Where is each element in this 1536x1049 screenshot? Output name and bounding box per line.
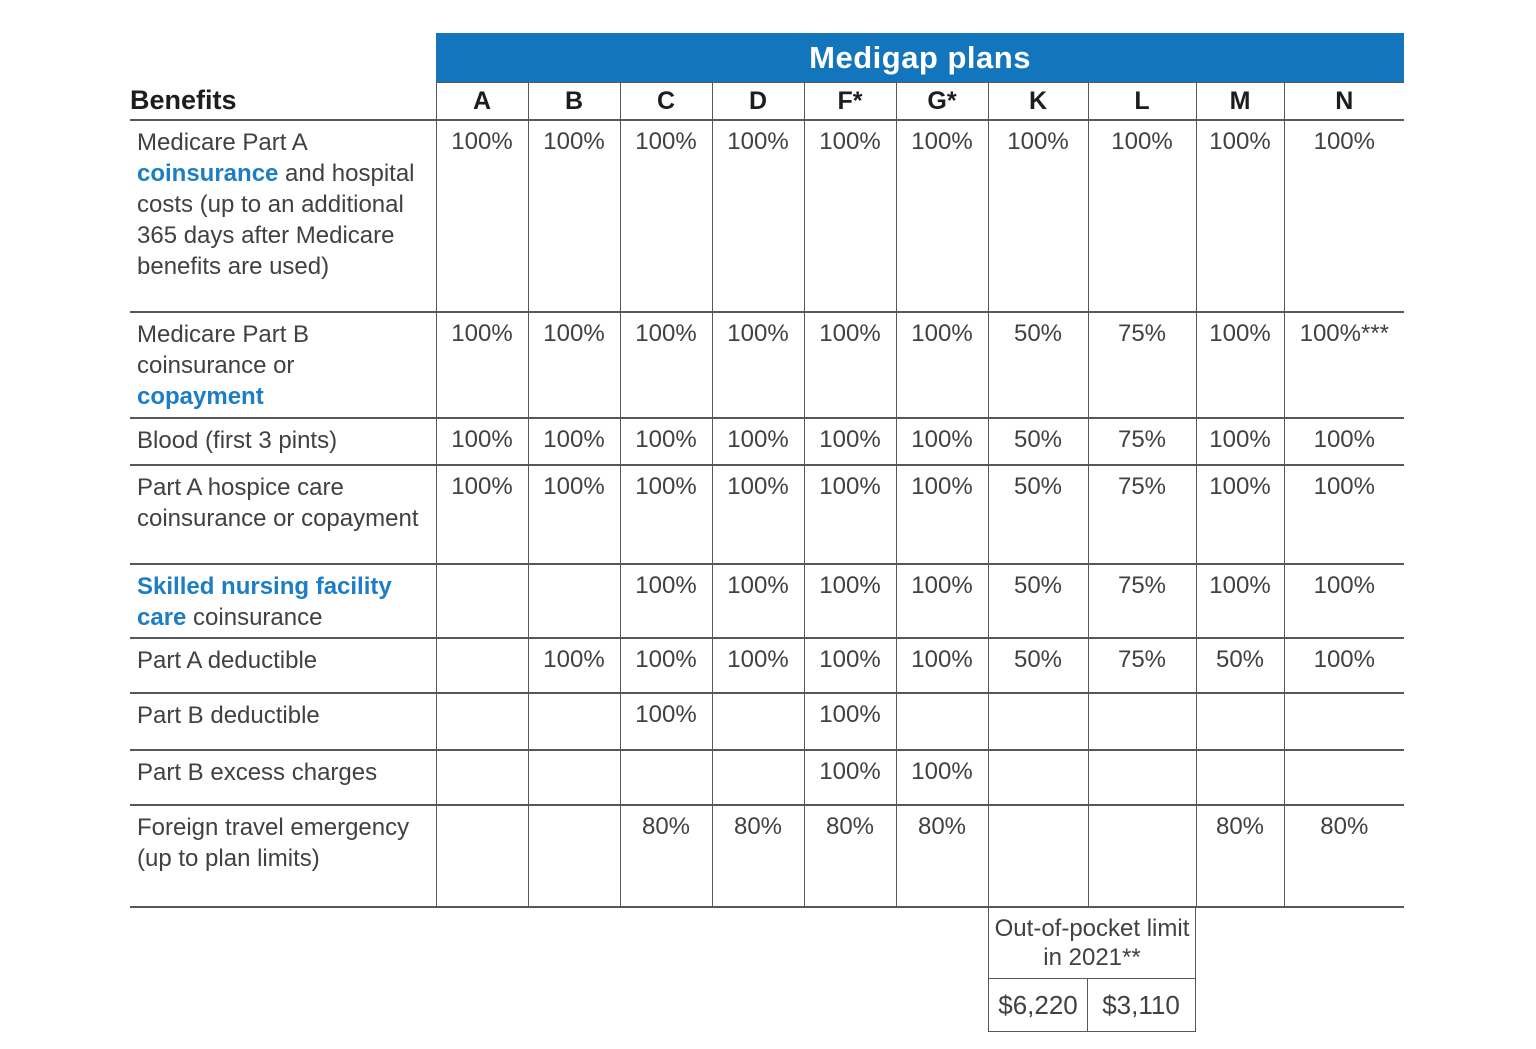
value-cell-l: 75% — [1088, 564, 1196, 638]
column-header-n: N — [1284, 83, 1404, 121]
column-header-k: K — [988, 83, 1088, 121]
value-cell-k: 50% — [988, 465, 1088, 564]
value-cell-f: 100% — [804, 638, 896, 693]
value-cell-d: 100% — [712, 638, 804, 693]
out-of-pocket-box — [988, 908, 1196, 1032]
label-text: Medicare Part B coinsurance or — [137, 321, 310, 379]
value-cell-k: 100% — [988, 120, 1088, 312]
benefit-row-2 — [130, 312, 1404, 418]
value-cell-n: 100% — [1284, 638, 1404, 693]
medigap-table — [130, 33, 1404, 908]
value-cell-m: 100% — [1196, 465, 1284, 564]
column-header-d: D — [712, 83, 804, 121]
value-cell-a — [436, 693, 528, 750]
value-cell-d: 100% — [712, 564, 804, 638]
label-text: Part A hospice care coinsurance or copayment — [137, 474, 419, 532]
value-cell-n — [1284, 750, 1404, 805]
value-cell-g: 100% — [896, 638, 988, 693]
column-header-g: G* — [896, 83, 988, 121]
benefit-row-8 — [130, 750, 1404, 805]
column-header-m: M — [1196, 83, 1284, 121]
value-cell-b — [528, 750, 620, 805]
value-cell-g — [896, 693, 988, 750]
value-cell-d: 100% — [712, 465, 804, 564]
value-cell-n: 100% — [1284, 120, 1404, 312]
value-cell-k — [988, 693, 1088, 750]
value-cell-b: 100% — [528, 312, 620, 418]
label-text: Part B deductible — [137, 702, 320, 729]
value-cell-c: 100% — [620, 120, 712, 312]
out-of-pocket-limit-plan-k: $6,220 — [989, 979, 1088, 1031]
value-cell-f: 100% — [804, 693, 896, 750]
benefit-label — [130, 805, 436, 907]
value-cell-l: 75% — [1088, 638, 1196, 693]
value-cell-l: 75% — [1088, 465, 1196, 564]
value-cell-l: 75% — [1088, 418, 1196, 465]
benefit-row-1 — [130, 120, 1404, 312]
value-cell-m: 100% — [1196, 418, 1284, 465]
value-cell-l: 100% — [1088, 120, 1196, 312]
value-cell-n: 100% — [1284, 564, 1404, 638]
value-cell-b — [528, 564, 620, 638]
column-header-a: A — [436, 83, 528, 121]
benefit-label — [130, 750, 436, 805]
value-cell-g: 100% — [896, 465, 988, 564]
table-body — [130, 120, 1404, 907]
value-cell-d: 100% — [712, 418, 804, 465]
column-header-l: L — [1088, 83, 1196, 121]
value-cell-g: 80% — [896, 805, 988, 907]
label-text: Foreign travel emergency (up to plan limits) — [137, 814, 410, 872]
value-cell-n: 80% — [1284, 805, 1404, 907]
value-cell-m: 100% — [1196, 312, 1284, 418]
value-cell-f: 100% — [804, 312, 896, 418]
benefit-label — [130, 312, 436, 418]
value-cell-a — [436, 638, 528, 693]
value-cell-n: 100%*** — [1284, 312, 1404, 418]
value-cell-c: 100% — [620, 638, 712, 693]
value-cell-d: 100% — [712, 120, 804, 312]
value-cell-f: 100% — [804, 750, 896, 805]
benefit-row-3 — [130, 418, 1404, 465]
value-cell-n: 100% — [1284, 465, 1404, 564]
value-cell-d — [712, 750, 804, 805]
coinsurance-link[interactable]: coinsurance — [137, 160, 279, 187]
value-cell-a: 100% — [436, 418, 528, 465]
value-cell-b: 100% — [528, 465, 620, 564]
benefit-row-5 — [130, 564, 1404, 638]
label-text: coinsurance — [186, 604, 323, 631]
value-cell-n: 100% — [1284, 418, 1404, 465]
value-cell-c: 100% — [620, 312, 712, 418]
value-cell-c: 100% — [620, 564, 712, 638]
value-cell-k: 50% — [988, 638, 1088, 693]
value-cell-k: 50% — [988, 312, 1088, 418]
benefit-row-7 — [130, 693, 1404, 750]
value-cell-m: 100% — [1196, 120, 1284, 312]
benefit-label — [130, 564, 436, 638]
medigap-plans-chart — [130, 33, 1404, 1032]
benefit-row-9 — [130, 805, 1404, 907]
value-cell-a — [436, 805, 528, 907]
value-cell-n — [1284, 693, 1404, 750]
value-cell-b: 100% — [528, 638, 620, 693]
value-cell-b: 100% — [528, 120, 620, 312]
label-text: Medicare Part A — [137, 129, 307, 156]
value-cell-m — [1196, 750, 1284, 805]
header-spacer — [130, 33, 436, 83]
value-cell-c — [620, 750, 712, 805]
value-cell-c: 100% — [620, 418, 712, 465]
benefit-label — [130, 638, 436, 693]
value-cell-f: 100% — [804, 465, 896, 564]
skilled-nursing-facility-care-link[interactable]: Skilled nursing facility care — [137, 573, 392, 631]
value-cell-b: 100% — [528, 418, 620, 465]
column-header-b: B — [528, 83, 620, 121]
value-cell-m — [1196, 693, 1284, 750]
value-cell-c: 80% — [620, 805, 712, 907]
banner-row — [130, 33, 1404, 83]
benefit-row-6 — [130, 638, 1404, 693]
value-cell-l — [1088, 693, 1196, 750]
value-cell-g: 100% — [896, 312, 988, 418]
value-cell-d — [712, 693, 804, 750]
value-cell-f: 100% — [804, 564, 896, 638]
value-cell-a — [436, 750, 528, 805]
value-cell-d: 80% — [712, 805, 804, 907]
value-cell-k — [988, 805, 1088, 907]
benefit-row-4 — [130, 465, 1404, 564]
benefit-label — [130, 120, 436, 312]
out-of-pocket-limit-plan-l: $3,110 — [1102, 989, 1180, 1020]
value-cell-g: 100% — [896, 750, 988, 805]
value-cell-f: 100% — [804, 418, 896, 465]
out-of-pocket-values — [989, 979, 1195, 1031]
label-text: Part A deductible — [137, 647, 318, 674]
out-of-pocket-header: Out-of-pocket limit in 2021** — [989, 908, 1195, 979]
value-cell-m: 100% — [1196, 564, 1284, 638]
column-header-row — [130, 83, 1404, 121]
benefit-label — [130, 418, 436, 465]
value-cell-b — [528, 805, 620, 907]
benefit-label — [130, 693, 436, 750]
value-cell-l — [1088, 750, 1196, 805]
label-text: Blood (first 3 pints) — [137, 427, 338, 454]
value-cell-g: 100% — [896, 418, 988, 465]
value-cell-l: 75% — [1088, 312, 1196, 418]
value-cell-a — [436, 564, 528, 638]
column-header-f: F* — [804, 83, 896, 121]
column-header-c: C — [620, 83, 712, 121]
value-cell-c: 100% — [620, 693, 712, 750]
medigap-plans-banner: Medigap plans — [436, 33, 1404, 83]
value-cell-d: 100% — [712, 312, 804, 418]
value-cell-a: 100% — [436, 465, 528, 564]
value-cell-a: 100% — [436, 120, 528, 312]
value-cell-g: 100% — [896, 564, 988, 638]
value-cell-f: 100% — [804, 120, 896, 312]
value-cell-c: 100% — [620, 465, 712, 564]
value-cell-k: 50% — [988, 564, 1088, 638]
value-cell-l — [1088, 805, 1196, 907]
value-cell-f: 80% — [804, 805, 896, 907]
value-cell-k: 50% — [988, 418, 1088, 465]
value-cell-g: 100% — [896, 120, 988, 312]
value-cell-b — [528, 693, 620, 750]
value-cell-a: 100% — [436, 312, 528, 418]
label-text: Part B excess charges — [137, 759, 378, 786]
benefit-label — [130, 465, 436, 564]
value-cell-m: 80% — [1196, 805, 1284, 907]
value-cell-k — [988, 750, 1088, 805]
benefits-column-header: Benefits — [130, 85, 237, 116]
copayment-link[interactable]: copayment — [137, 383, 264, 410]
value-cell-m: 50% — [1196, 638, 1284, 693]
label-text: and hospital costs (up to an additional 365 days after Medicare benefits are used) — [137, 160, 415, 280]
